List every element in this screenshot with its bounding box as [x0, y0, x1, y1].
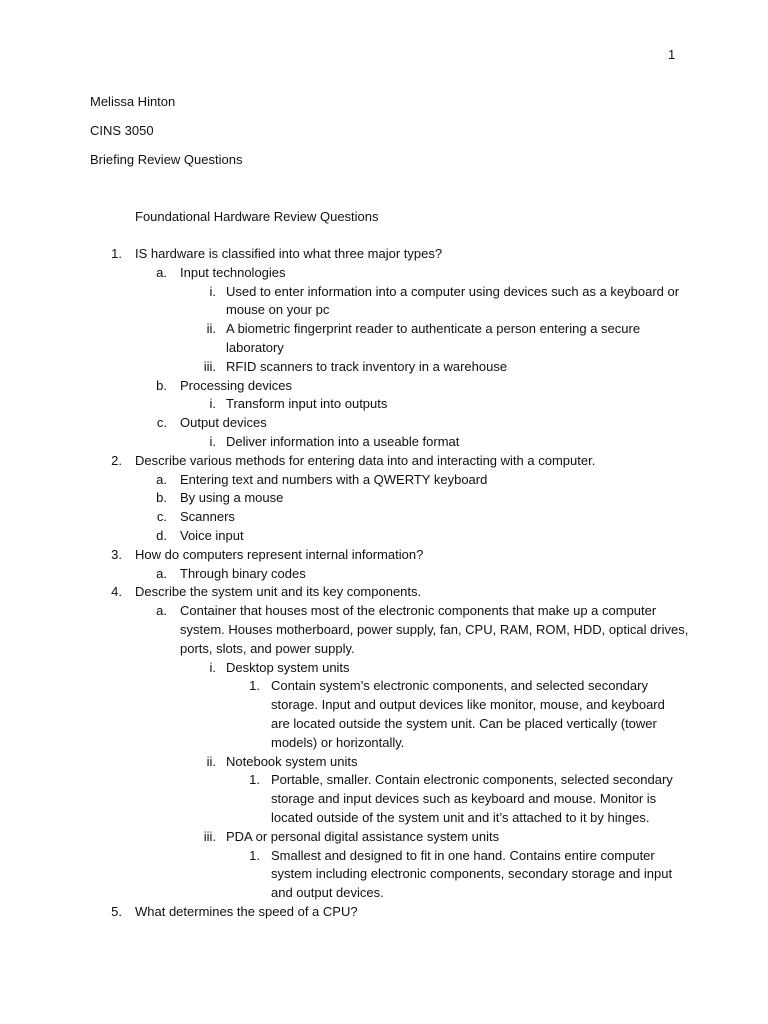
list-item-text — [180, 489, 680, 508]
text-line: located outside of the system unit and it’s attached to it by hinges. — [271, 809, 650, 825]
outline-item-level-3 — [0, 320, 768, 358]
list-marker: ii. — [206, 753, 216, 769]
text-line: Deliver information into a useable format — [226, 433, 460, 449]
text-line: storage. Input and output devices like monitor, mouse, and keyboard — [271, 697, 665, 713]
outline-item-level-4 — [0, 677, 768, 752]
text-line: PDA or personal digital assistance system units — [226, 828, 500, 844]
section-title: Foundational Hardware Review Questions — [135, 209, 379, 224]
outline-item-level-3 — [0, 283, 768, 321]
outline-item-level-3 — [0, 753, 768, 772]
list-item-text — [180, 377, 680, 396]
list-item-text — [180, 602, 689, 658]
course-code: CINS 3050 — [90, 123, 154, 138]
list-marker: i. — [209, 283, 216, 299]
list-marker: iii. — [203, 828, 216, 844]
text-line: Voice input — [180, 527, 244, 543]
text-line: RFID scanners to track inventory in a warehouse — [226, 358, 508, 374]
list-marker: a. — [156, 471, 167, 487]
outline-item-level-2 — [0, 602, 768, 658]
list-marker: c. — [156, 415, 167, 431]
text-line: are located outside the system unit. Can be placed vertically (tower — [271, 715, 657, 731]
list-item-text — [135, 245, 695, 264]
list-item-text — [135, 903, 695, 922]
list-item-text — [226, 659, 676, 678]
assignment-title: Briefing Review Questions — [90, 152, 243, 167]
list-item-text — [135, 452, 695, 471]
list-marker: i. — [209, 396, 216, 412]
list-item-text — [180, 508, 680, 527]
list-marker: i. — [209, 659, 216, 675]
list-item-text — [226, 320, 676, 358]
list-item-text — [180, 527, 680, 546]
list-item-text — [271, 677, 671, 752]
outline-item-level-2 — [0, 527, 768, 546]
page-number: 1 — [668, 47, 676, 62]
list-item-text — [135, 583, 695, 602]
text-line: Input technologies — [180, 264, 286, 280]
list-item-text — [226, 753, 676, 772]
text-line: Desktop system units — [226, 659, 350, 675]
list-marker: ii. — [206, 321, 216, 337]
list-item-text — [271, 847, 671, 903]
outline-item-level-1 — [0, 546, 768, 565]
list-item-text — [180, 264, 680, 283]
text-line: Notebook system units — [226, 753, 358, 769]
text-line: Output devices — [180, 415, 267, 431]
outline-item-level-3 — [0, 828, 768, 847]
text-line: storage and input devices such as keyboard and mouse. Monitor is — [271, 791, 657, 807]
text-line: What determines the speed of a CPU? — [135, 903, 358, 919]
list-marker: 5. — [111, 903, 122, 919]
list-marker: 1. — [249, 847, 260, 863]
question-outline — [0, 245, 768, 922]
list-item-text — [226, 358, 676, 377]
list-item-text — [226, 395, 676, 414]
text-line: models) or horizontally. — [271, 734, 405, 750]
text-line: Container that houses most of the electronic components that make up a computer — [180, 603, 657, 619]
text-line: system including electronic components, secondary storage and input — [271, 866, 673, 882]
outline-item-level-1 — [0, 903, 768, 922]
list-item-text — [135, 546, 695, 565]
list-item-text — [180, 471, 680, 490]
text-line: Through binary codes — [180, 565, 306, 581]
outline-item-level-2 — [0, 377, 768, 396]
outline-item-level-1 — [0, 583, 768, 602]
list-marker: 3. — [111, 546, 122, 562]
text-line: Entering text and numbers with a QWERTY keyboard — [180, 471, 488, 487]
list-item-text — [180, 565, 680, 584]
outline-item-level-4 — [0, 771, 768, 827]
list-marker: 2. — [111, 452, 122, 468]
outline-item-level-2 — [0, 471, 768, 490]
outline-item-level-3 — [0, 433, 768, 452]
list-marker: b. — [156, 377, 167, 393]
list-marker: i. — [209, 433, 216, 449]
list-marker: a. — [156, 603, 167, 619]
list-marker: 1. — [249, 772, 260, 788]
list-item-text — [226, 433, 676, 452]
list-item-text — [271, 771, 671, 827]
text-line: ports, slots, and power supply. — [180, 640, 355, 656]
text-line: Portable, smaller. Contain electronic components, selected secondary — [271, 772, 673, 788]
outline-item-level-2 — [0, 414, 768, 433]
outline-item-level-4 — [0, 847, 768, 903]
text-line: Processing devices — [180, 377, 292, 393]
outline-item-level-3 — [0, 395, 768, 414]
list-item-text — [226, 283, 680, 321]
outline-item-level-2 — [0, 508, 768, 527]
text-line: Smallest and designed to fit in one hand. Contains entire computer — [271, 847, 655, 863]
text-line: mouse on your pc — [226, 302, 330, 318]
outline-item-level-2 — [0, 264, 768, 283]
list-marker: 1. — [249, 678, 260, 694]
text-line: By using a mouse — [180, 490, 284, 506]
outline-item-level-3 — [0, 659, 768, 678]
text-line: system. Houses motherboard, power supply, fan, CPU, RAM, ROM, HDD, optical drives, — [180, 621, 689, 637]
text-line: Contain system’s electronic components, and selected secondary — [271, 678, 648, 694]
list-marker: 4. — [111, 584, 122, 600]
text-line: Transform input into outputs — [226, 396, 388, 412]
outline-item-level-2 — [0, 565, 768, 584]
outline-item-level-1 — [0, 452, 768, 471]
author-name: Melissa Hinton — [90, 94, 176, 109]
outline-item-level-3 — [0, 358, 768, 377]
text-line: Scanners — [180, 509, 235, 525]
text-line: A biometric fingerprint reader to authenticate a person entering a secure — [226, 321, 641, 337]
list-marker: d. — [156, 527, 167, 543]
text-line: How do computers represent internal information? — [135, 546, 424, 562]
outline-item-level-2 — [0, 489, 768, 508]
list-marker: a. — [156, 565, 167, 581]
text-line: Used to enter information into a computer using devices such as a keyboard or — [226, 283, 680, 299]
list-marker: a. — [156, 264, 167, 280]
list-marker: 1. — [111, 246, 122, 261]
text-line: Describe various methods for entering data into and interacting with a computer. — [135, 452, 596, 468]
text-line: laboratory — [226, 339, 284, 355]
list-marker: b. — [156, 490, 167, 506]
text-line: Describe the system unit and its key components. — [135, 584, 422, 600]
list-item-text — [180, 414, 680, 433]
text-line: IS hardware is classified into what three major types? — [135, 246, 443, 261]
list-marker: iii. — [203, 358, 216, 374]
outline-item-level-1 — [0, 245, 768, 264]
text-line: and output devices. — [271, 885, 384, 901]
list-marker: c. — [156, 509, 167, 525]
list-item-text — [226, 828, 676, 847]
